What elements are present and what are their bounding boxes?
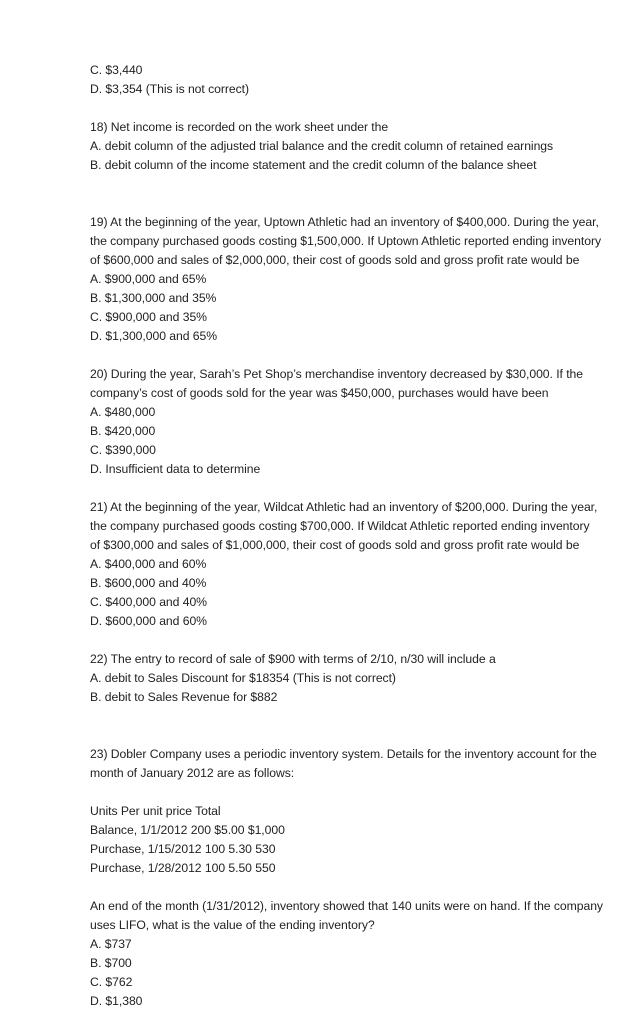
q23-table-header: Units Per unit price Total bbox=[90, 804, 221, 818]
q19-option-a: A. $900,000 and 65% bbox=[90, 272, 207, 286]
q23-table-row: Purchase, 1/15/2012 100 5.30 530 bbox=[90, 842, 276, 856]
q22-option-a: A. debit to Sales Discount for $18354 (This is not correct) bbox=[90, 671, 396, 685]
spacer bbox=[90, 175, 610, 213]
q21-option-d: D. $600,000 and 60% bbox=[90, 614, 207, 628]
q18-option-b: B. debit column of the income statement and the credit column of the balance sheet bbox=[90, 158, 537, 172]
q23-prompt-line-2: uses LIFO, what is the value of the ending inventory? bbox=[90, 918, 375, 932]
spacer bbox=[90, 99, 610, 118]
q21-question-line-1: 21) At the beginning of the year, Wildcat Athletic had an inventory of $200,000. During the year, bbox=[90, 500, 598, 514]
spacer bbox=[90, 707, 610, 745]
q23-option-d: D. $1,380 bbox=[90, 994, 143, 1008]
q20-option-c: C. $390,000 bbox=[90, 443, 156, 457]
q17-option-c: C. $3,440 bbox=[90, 63, 143, 77]
q18-option-a: A. debit column of the adjusted trial balance and the credit column of retained earnings bbox=[90, 139, 554, 153]
q23-table-row: Balance, 1/1/2012 200 $5.00 $1,000 bbox=[90, 823, 285, 837]
spacer bbox=[90, 878, 610, 897]
q23-option-a: A. $737 bbox=[90, 937, 132, 951]
spacer bbox=[90, 346, 610, 365]
q19-option-b: B. $1,300,000 and 35% bbox=[90, 291, 217, 305]
q20-option-a: A. $480,000 bbox=[90, 405, 156, 419]
q21-option-a: A. $400,000 and 60% bbox=[90, 557, 207, 571]
q18-question: 18) Net income is recorded on the work sheet under the bbox=[90, 120, 389, 134]
q19-option-d: D. $1,300,000 and 65% bbox=[90, 329, 218, 343]
q19-option-c: C. $900,000 and 35% bbox=[90, 310, 207, 324]
q20-question-line-1: 20) During the year, Sarah’s Pet Shop’s merchandise inventory decreased by $30,000. If the bbox=[90, 367, 584, 381]
q19-question-line-2: the company purchased goods costing $1,500,000. If Uptown Athletic reported ending inventory bbox=[90, 234, 601, 248]
q21-question-line-3: of $300,000 and sales of $1,000,000, their cost of goods sold and gross profit rate would be bbox=[90, 538, 580, 552]
q23-question-line-2: month of January 2012 are as follows: bbox=[90, 766, 295, 780]
q23-option-b: B. $700 bbox=[90, 956, 132, 970]
spacer bbox=[90, 631, 610, 650]
q23-prompt-line-1: An end of the month (1/31/2012), inventory showed that 140 units were on hand. If the company bbox=[90, 899, 603, 913]
spacer bbox=[90, 479, 610, 498]
q19-question-line-1: 19) At the beginning of the year, Uptown Athletic had an inventory of $400,000. During the year, bbox=[90, 215, 599, 229]
q21-option-b: B. $600,000 and 40% bbox=[90, 576, 207, 590]
q23-question-line-1: 23) Dobler Company uses a periodic inventory system. Details for the inventory account for the bbox=[90, 747, 597, 761]
q21-option-c: C. $400,000 and 40% bbox=[90, 595, 207, 609]
q20-option-b: B. $420,000 bbox=[90, 424, 156, 438]
document-body bbox=[90, 61, 610, 1011]
q22-question: 22) The entry to record of sale of $900 with terms of 2/10, n/30 will include a bbox=[90, 652, 496, 666]
spacer bbox=[90, 783, 610, 802]
q22-option-b: B. debit to Sales Revenue for $882 bbox=[90, 690, 278, 704]
q23-option-c: C. $762 bbox=[90, 975, 133, 989]
q21-question-line-2: the company purchased goods costing $700,000. If Wildcat Athletic reported ending inventory bbox=[90, 519, 590, 533]
q19-question-line-3: of $600,000 and sales of $2,000,000, their cost of goods sold and gross profit rate would be bbox=[90, 253, 580, 267]
q23-table-row: Purchase, 1/28/2012 100 5.50 550 bbox=[90, 861, 276, 875]
q20-question-line-2: company’s cost of goods sold for the year was $450,000, purchases would have been bbox=[90, 386, 549, 400]
q17-option-d: D. $3,354 (This is not correct) bbox=[90, 82, 249, 96]
q20-option-d: D. Insufficient data to determine bbox=[90, 462, 261, 476]
